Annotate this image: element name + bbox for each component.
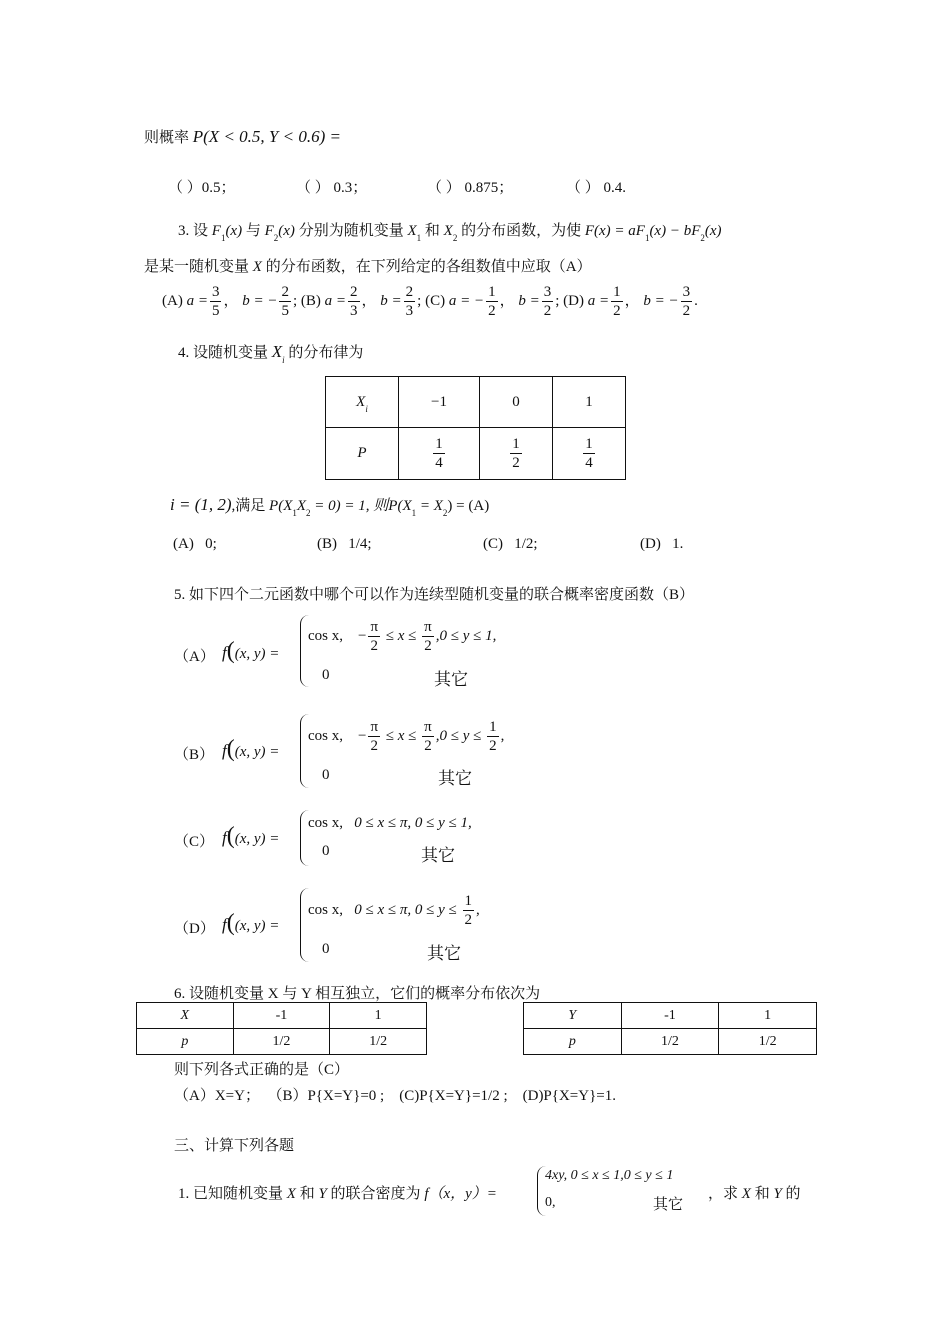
table-header-cell: p <box>137 1029 234 1055</box>
fraction: $\frac{1}{2}$ <box>613 284 621 319</box>
q4-option-c: (C) 1/2; <box>483 536 538 552</box>
q3-var: X <box>407 223 417 239</box>
table-row <box>326 428 626 480</box>
q5-option-b-bottom: 0 <box>322 767 330 783</box>
q4-cond: 则P(X <box>373 498 412 514</box>
option-label: (D) <box>563 292 584 309</box>
q6-options: （A）X=Y； （B）P{X=Y}=0 ; (C)P{X=Y}=1/2 ; (D)P{X=Y}=1. <box>174 1088 617 1104</box>
q5-option-d-other: 其它 <box>427 944 461 963</box>
s3-q1-other: 其它 <box>653 1197 684 1213</box>
table-cell: 1 <box>553 377 626 428</box>
q4-option-a: (A) 0; <box>173 536 217 552</box>
prob-option-4 <box>566 176 626 197</box>
table-header-cell: Y <box>524 1003 622 1029</box>
q3-x: (x) <box>278 223 295 239</box>
table-cell: $\frac{1}{4}$ <box>553 428 626 480</box>
q4-condition: i = (1, 2),满足 $P(X_1X_2 = 0) = 1$, 则$P(X_1 = X_2) = (A)$ <box>170 495 490 518</box>
q3-text: 分别为随机变量 <box>298 223 404 239</box>
paren-open: ( <box>226 736 235 762</box>
q5-option-c-bottom: 0 <box>322 843 330 859</box>
q5-option-d-bottom: 0 <box>322 941 330 957</box>
table-row <box>524 1003 817 1029</box>
q3-expr: F(x) = aF <box>584 223 645 239</box>
table-cell: 1 <box>330 1003 427 1029</box>
prob-option-1 <box>168 176 236 197</box>
q5-option-c-other: 其它 <box>421 846 455 865</box>
option-value: 0.4. <box>603 180 627 196</box>
q4-text: 的分布律为 <box>288 345 364 361</box>
fraction: $\frac{3}{2}$ <box>682 284 691 319</box>
option-var: a = − <box>448 292 485 309</box>
q5-option-d-lhs: f((x, y) = <box>222 910 280 936</box>
q3-options: (A) a = $\frac{3}{5}$ ， b = − $\frac{2}{5}$ ; (B) a = $\frac{2}{3}$ ， b = $\frac{2}{3}$ ; (C) a = − $\frac{1}{2}$ ， b = $\frac{3}{2}$ ; (D) a = $\frac{1}{2}$ ， b = − $\frac{3}{2}$ . <box>162 284 698 319</box>
option-paren: （ ） <box>296 180 330 196</box>
q5-option-d-top: cos x, 0 ≤ x ≤ π, 0 ≤ y ≤ $\frac{1}{2}$ , <box>308 893 480 928</box>
q3-text: 的分布函数，在下列给定的各组数值中应取（A） <box>265 259 592 275</box>
q4-sub: i <box>282 355 285 365</box>
fraction: $\frac{1}{2}$ <box>488 284 496 319</box>
q4-number: 4. <box>178 345 190 361</box>
q4-var: X <box>271 342 283 361</box>
paren-open: ( <box>226 638 235 664</box>
q5-option-b-label: （B） <box>174 747 215 763</box>
option-var: a = <box>186 292 208 309</box>
option-value: 0.5； <box>201 180 236 196</box>
table-cell: $\frac{1}{2}$ <box>480 428 553 480</box>
q3-var: X <box>252 259 262 275</box>
q4-cond: = X <box>419 498 443 514</box>
q3-line2 <box>144 255 592 276</box>
q3-number: 3. <box>178 223 190 239</box>
section-title: 三、计算下列各题 <box>174 1138 295 1154</box>
option-var: b = − <box>242 292 278 309</box>
q6-title: 6. 设随机变量 X 与 Y 相互独立，它们的概率分布依次为 <box>174 986 541 1002</box>
fraction: $\frac{3}{5}$ <box>211 284 220 319</box>
q5-option-b-lhs: f((x, y) = <box>222 736 280 762</box>
table-cell: −1 <box>399 377 480 428</box>
table-header-cell: $X_i$ <box>326 377 399 428</box>
q3-text: 与 <box>245 223 261 239</box>
prob-prefix: 则概率 <box>144 130 190 146</box>
prob-expr: P(X < 0.5, Y < 0.6) = <box>192 127 341 146</box>
q4-cond: i = (1, 2) <box>170 495 232 514</box>
option-paren: （ ） <box>427 180 461 196</box>
table-cell: 0 <box>480 377 553 428</box>
q4-title <box>178 341 364 365</box>
option-var: b = − <box>643 292 679 309</box>
q5-option-b-other: 其它 <box>438 769 472 788</box>
q3-text: 是某一随机变量 <box>144 259 250 275</box>
option-value: 0.875； <box>464 180 514 196</box>
paren-open: ( <box>226 823 235 849</box>
option-paren: （ ） <box>566 180 600 196</box>
q4-text: 设随机变量 <box>193 345 269 361</box>
q3-text: 和 <box>424 223 440 239</box>
s3-q1-text: 1. 已知随机变量 X 和 Y 的联合密度为 f（x，y）= <box>178 1186 497 1202</box>
q3-sub: 1 <box>220 233 226 243</box>
fraction: $\frac{2}{5}$ <box>281 284 289 319</box>
q5-option-a-label: （A） <box>174 649 215 665</box>
q4-distribution-table <box>325 376 626 480</box>
q3-line1 <box>178 219 722 243</box>
s3-q1-tail: ，求 X 和 Y 的 <box>708 1186 801 1202</box>
option-label: (A) <box>162 292 183 309</box>
option-value: 0.3； <box>333 180 368 196</box>
table-cell: 1/2 <box>621 1029 719 1055</box>
prob-option-2 <box>296 176 367 197</box>
q3-text: 的分布函数，为使 <box>461 223 582 239</box>
q4-cond: X <box>296 498 307 514</box>
q6-table-y <box>523 1002 817 1055</box>
q3-sub: 2 <box>273 233 279 243</box>
table-row <box>137 1003 427 1029</box>
s3-q1-top: 4xy, 0 ≤ x ≤ 1,0 ≤ y ≤ 1 <box>545 1168 674 1183</box>
table-cell: $\frac{1}{4}$ <box>399 428 480 480</box>
prob-option-3 <box>427 176 513 197</box>
table-header-cell: P <box>326 428 399 480</box>
table-row <box>326 377 626 428</box>
fraction: $\frac{2}{3}$ <box>405 284 414 319</box>
table-cell: -1 <box>233 1003 330 1029</box>
q5-option-c-lhs: f((x, y) = <box>222 823 280 849</box>
q3-sub: 2 <box>452 233 458 243</box>
fraction: $\frac{2}{3}$ <box>350 284 358 319</box>
option-var: b = <box>380 292 402 309</box>
table-row <box>137 1029 427 1055</box>
q3-sub: 1 <box>644 233 650 243</box>
paren-open: ( <box>226 910 235 936</box>
q4-option-b: (B) 1/4; <box>317 536 372 552</box>
q4-cond: ,满足 <box>231 498 266 514</box>
q6-table-x <box>136 1002 427 1055</box>
q3-f1: F <box>211 223 221 239</box>
q5-option-c-top: cos x, 0 ≤ x ≤ π, 0 ≤ y ≤ 1, <box>308 815 472 831</box>
table-cell: -1 <box>621 1003 719 1029</box>
q3-sub: 2 <box>700 233 705 243</box>
s3-q1-bottom: 0, <box>545 1195 556 1210</box>
q5-option-a-bottom: 0 <box>322 667 330 683</box>
q4-cond: P(X <box>269 498 293 514</box>
q5-option-a-other: 其它 <box>434 670 468 689</box>
table-row <box>524 1029 817 1055</box>
q5-option-b-top: cos x, − $\frac{\pi}{2}$ ≤ x ≤ $\frac{\pi}{2}$ ,0 ≤ y ≤ $\frac{1}{2}$ , <box>308 719 505 754</box>
option-var: b = <box>518 292 540 309</box>
q5-option-c-label: （C） <box>174 834 215 850</box>
q5-option-a-top: cos x, − $\frac{\pi}{2}$ ≤ x ≤ $\frac{\pi}{2}$ ,0 ≤ y ≤ 1, <box>308 619 497 654</box>
option-label: (B) <box>300 292 321 309</box>
q4-option-d: (D) 1. <box>640 536 684 552</box>
table-cell: 1/2 <box>719 1029 817 1055</box>
fraction: $\frac{3}{2}$ <box>543 284 552 319</box>
q3-x: (x) <box>225 223 243 239</box>
q4-cond: = 0) = 1, <box>314 498 370 514</box>
q6-question: 则下列各式正确的是（C） <box>174 1062 350 1078</box>
q3-expr2: (x) − bF <box>649 223 701 239</box>
table-header-cell: X <box>137 1003 234 1029</box>
option-var: a = <box>324 292 347 309</box>
option-paren: （ ） <box>168 180 202 196</box>
q5-option-d-label: （D） <box>174 921 215 937</box>
q3-x: (x) <box>704 223 722 239</box>
table-cell: 1/2 <box>330 1029 427 1055</box>
table-cell: 1 <box>719 1003 817 1029</box>
table-header-cell: p <box>524 1029 622 1055</box>
q3-text: 设 <box>193 223 209 239</box>
option-var: a = <box>587 292 610 309</box>
q4-answer: ) = (A) <box>447 498 490 514</box>
table-cell: 1/2 <box>233 1029 330 1055</box>
q3-sub: 1 <box>416 233 422 243</box>
prob-line <box>144 126 341 147</box>
q5-title: 5. 如下四个二元函数中哪个可以作为连续型随机变量的联合概率密度函数（B） <box>174 587 695 603</box>
q5-option-a-lhs: f((x, y) = <box>222 638 280 664</box>
option-label: (C) <box>425 292 446 309</box>
q3-f2: F <box>264 223 274 239</box>
q3-var: X <box>443 223 453 239</box>
